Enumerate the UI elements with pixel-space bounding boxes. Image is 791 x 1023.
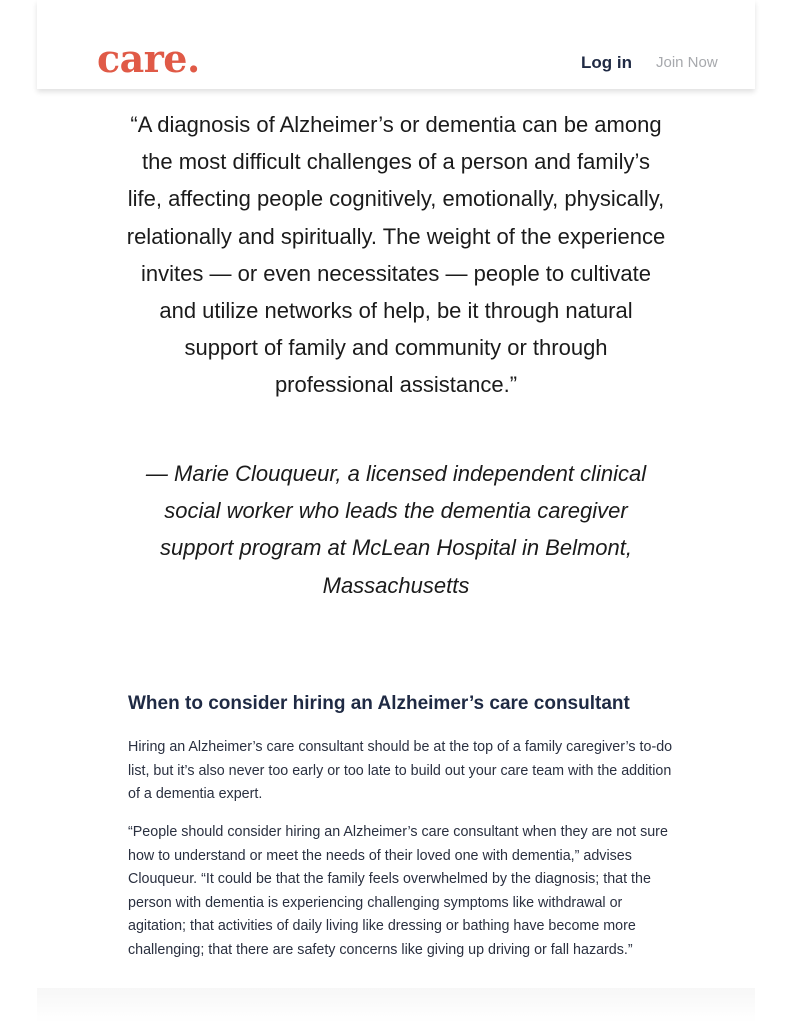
care-logo[interactable]: care. [97, 36, 200, 81]
body-paragraph: “People should consider hiring an Alzheimer’s care consultant when they are not sure how to understand or meet the needs of their loved one with dementia,” advises Clouqueur. “It could be that the family feels overwhelmed by the diagnosis; that the person with dementia is experiencing challenging symptoms like withdrawal or agitation; that activities of daily living like dressing or bathing have become more challenging; that there are safety concerns like giving up driving or fall hazards.” [128, 824, 668, 958]
login-link[interactable]: Log in [581, 53, 632, 72]
bottom-shade [37, 988, 755, 1023]
section-heading: When to consider hiring an Alzheimer’s care consultant [128, 693, 630, 714]
site-header [37, 0, 755, 89]
body-paragraph: Hiring an Alzheimer’s care consultant should be at the top of a family caregiver’s to-do list, but it’s also never too early or too late to build out your care team with the addition of a dementia expert. [128, 739, 673, 803]
quote-attribution: — Marie Clouqueur, a licensed independent clinical social worker who leads the dementia caregiver support program at McLean Hospital in Belmont, Massachusetts [145, 461, 647, 598]
join-now-link[interactable]: Join Now [656, 54, 718, 71]
pull-quote: “A diagnosis of Alzheimer’s or dementia can be among the most difficult challenges of a person and family’s life, affecting people cognitively, emotionally, physically, relationally and spiritually. The weight of the experience invites — or even necessitates — people to cultivate and utilize networks of help, be it through natural support of family and community or through professional assistance.” [126, 112, 666, 398]
